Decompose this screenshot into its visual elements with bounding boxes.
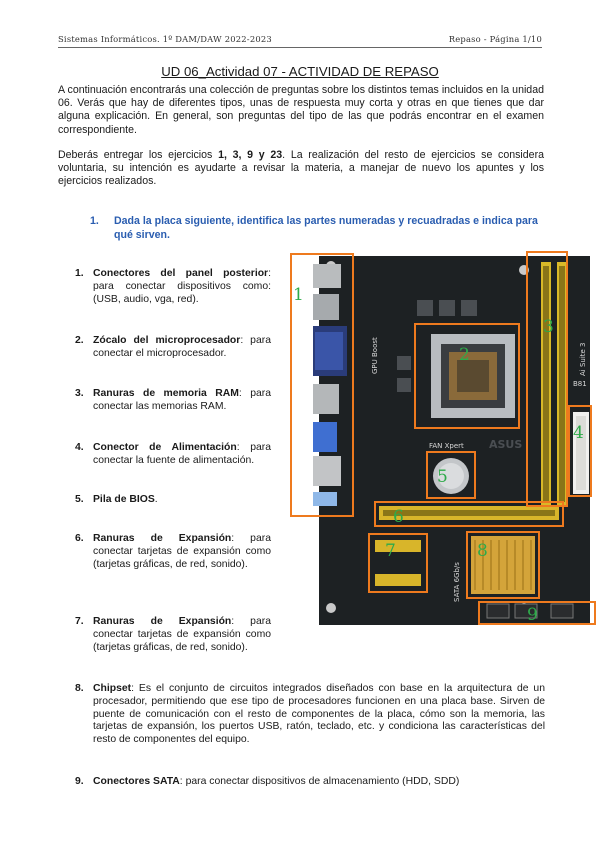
list-item: 2. Zócalo del microprocesador: para conectar el microprocesador. — [75, 335, 271, 359]
list-item: 1. Conectores del panel posterior: para conectar dispositivos como: (USB, audio, vga, red). — [75, 268, 271, 305]
header-right: Repaso - Página 1/10 — [448, 34, 542, 44]
label-3: 3 — [543, 317, 554, 337]
pcie-x1-slot — [375, 574, 421, 586]
list-item: 3. Ranuras de memoria RAM: para conectar las memorias RAM. — [75, 388, 271, 412]
pcie-x1-slot — [375, 540, 421, 552]
header-divider — [58, 47, 542, 48]
label-5: 5 — [437, 467, 448, 487]
label-4: 4 — [573, 423, 584, 443]
list-item: 5. Pila de BIOS. — [75, 494, 158, 505]
board-print-fan: FAN Xpert — [429, 442, 464, 450]
question-number: 1. — [90, 215, 99, 227]
page-title: UD 06_Actividad 07 - ACTIVIDAD DE REPASO — [161, 64, 439, 79]
question-1 — [90, 214, 550, 242]
list-item: 8. Chipset: Es el conjunto de circuitos integrados diseñados con base en la arquitectura de un procesador, permitiendo que ese tipo de procesadores funcionen en una placa base. Sirven de puente de comunicación con el resto de componentes de la placa, cómo son la memoria, las tarjetas de expansión, los puertos USB, ratón, teclado, etc. y condiciona las características del resto de componentes del equipo. — [75, 683, 545, 746]
label-7: 7 — [385, 541, 396, 561]
list-item: 4. Conector de Alimentación: para conectar la fuente de alimentación. — [75, 442, 271, 466]
cpu-socket — [431, 334, 515, 418]
intro-paragraph: A continuación encontrarás una colección de preguntas sobre los distintos temas incluidos en la unidad 06. Verás que hay de diferentes tipos, unas de respuesta muy corta y otras en que tienes que dar alguna explicación. En general, son preguntas del tipo de las que podrás encontrar en el examen correspondiente. — [58, 84, 544, 136]
board-print-gpu: GPU Boost — [371, 337, 379, 374]
list-item: 9. Conectores SATA: para conectar dispositivos de almacenamiento (HDD, SDD) — [75, 776, 460, 787]
mount-hole — [326, 603, 336, 613]
label-8: 8 — [477, 541, 488, 561]
header-left: Sistemas Informáticos. 1º DAM/DAW 2022-2023 — [58, 34, 272, 44]
motherboard-image — [293, 256, 590, 625]
list-item: 6. Ranuras de Expansión: para conectar tarjetas de expansión como (tarjetas gráficas, de red, sonido). — [75, 533, 271, 570]
instructions-paragraph: Deberás entregar los ejercicios 1, 3, 9 y 23. La realización del resto de ejercicios se considera voluntaria, su intención es ayudarte a revisar la materia, a manejar de nuevo los apuntes y los ejercicios realizados. — [58, 149, 544, 188]
board-print-asus: ASUS — [489, 438, 523, 451]
question-text: Dada la placa siguiente, identifica las partes numeradas y recuadradas e indica para qué sirven. — [114, 215, 538, 241]
board-print-sata: SATA 6Gb/s — [453, 562, 461, 602]
label-9: 9 — [527, 605, 538, 625]
label-2: 2 — [459, 345, 470, 365]
label-1: 1 — [293, 285, 304, 305]
label-6: 6 — [393, 507, 404, 527]
board-print-b81: B81 — [573, 380, 587, 388]
list-item: 7. Ranuras de Expansión: para conectar tarjetas de expansión como (tarjetas gráficas, de red, sonido). — [75, 616, 271, 653]
board-print-aisuite: Ai Suite 3 — [579, 342, 587, 376]
